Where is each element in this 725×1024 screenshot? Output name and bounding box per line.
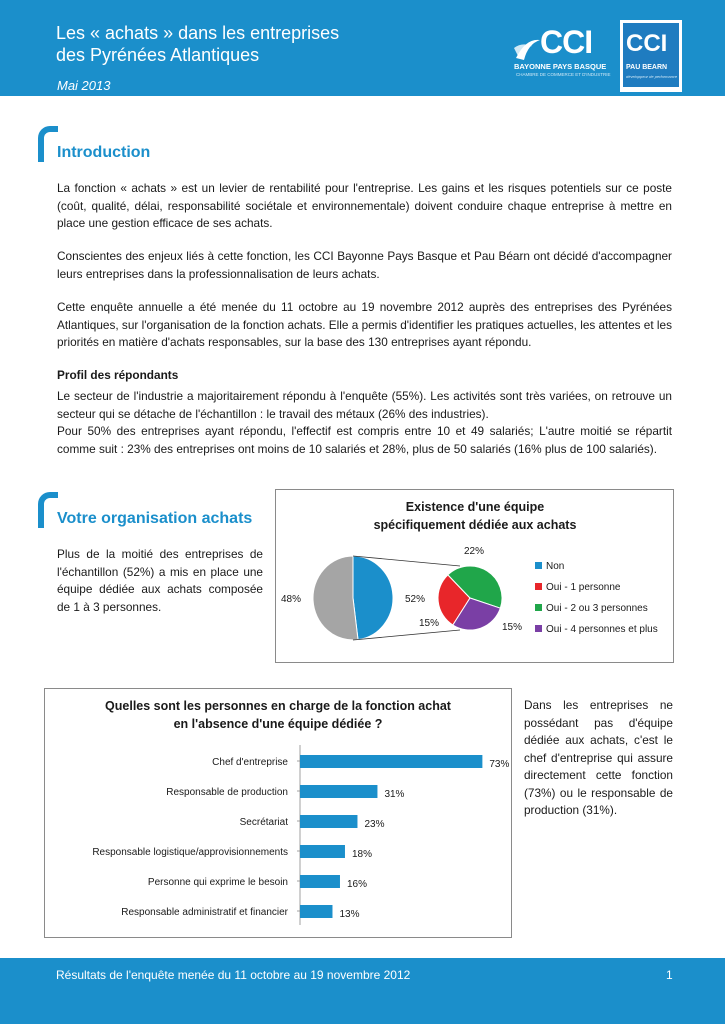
organisation-text: Plus de la moitié des entreprises de l'échantillon (52%) a mis en place une équipe dédiée aux achats composée de 1 à 3 personnes. — [57, 547, 263, 614]
legend-label: Oui - 2 ou 3 personnes — [546, 603, 648, 614]
organisation-title: Votre organisation achats — [57, 510, 253, 527]
bar-value-label: 18% — [351, 849, 372, 860]
bar — [300, 785, 377, 798]
profil-paragraph-1: Le secteur de l'industrie a majoritairement répondu à l'enquête (55%). Les activités sont très variées, on retrouve un secteur qui se détache de l'échantillon : le travail des métaux (26% des industries). — [57, 389, 672, 421]
bar — [300, 755, 482, 768]
section-bracket — [38, 492, 58, 528]
cci-pau-logo — [620, 20, 682, 92]
bar-value-label: 73% — [489, 759, 510, 770]
bar — [300, 905, 332, 918]
document-date: Mai 2013 — [57, 78, 111, 93]
intro-paragraph-3: Cette enquête annuelle a été menée du 11 octobre au 19 novembre 2012 auprès des entreprises des Pyrénées Atlantiques, sur l'organisation de la fonction achats. Elle a permis d'identifier les pratiques actuelles, les attentes et les priorités en matière d'achats responsables, sur la base des 130 entreprises ayant répondu. — [57, 300, 673, 349]
bar-value-label: 23% — [364, 819, 385, 830]
cci-bayonne-logo — [512, 24, 611, 82]
intro-paragraph-1: La fonction « achats » est un levier de rentabilité pour l'entreprise. Les gains et les risques potentiels sur ce poste (coût, qualité, délai, responsabilité sociétale et environnementale) doivent conduire chaque entreprise à mettre en place une gestion efficace de ses achats. — [57, 181, 672, 230]
bar-category-label: Personne qui exprime le besoin — [147, 877, 288, 888]
logo1-caption: CHAMBRE DE COMMERCE ET D'INDUSTRIE — [516, 72, 611, 77]
bar-category-label: Secrétariat — [239, 817, 288, 828]
bar-category-label: Responsable logistique/approvisionnements — [92, 847, 288, 858]
logo1-word: CCI — [540, 24, 593, 60]
bar-value-label: 31% — [384, 789, 405, 800]
legend-swatch — [535, 604, 542, 611]
swirl-icon — [512, 34, 542, 64]
bar-chart-title-line-2: en l'absence d'une équipe dédiée ? — [173, 717, 383, 731]
bar-chart-plot — [45, 689, 511, 937]
document-title — [56, 22, 339, 66]
pie-slice-label: 48% — [280, 594, 302, 605]
pie-slice-2 — [313, 556, 358, 640]
legend-label: Oui - 4 personnes et plus — [546, 624, 658, 635]
footer-text: Résultats de l'enquête menée du 11 octobre au 19 novembre 2012 — [56, 968, 411, 982]
breakdown-slice-label: 22% — [463, 546, 485, 557]
breakdown-slice-label: 15% — [501, 622, 523, 633]
bar-chart — [44, 688, 512, 938]
logo2-word: CCI — [626, 30, 668, 57]
logo2-subtitle: PAU BEARN — [626, 64, 668, 71]
bar — [300, 845, 345, 858]
legend-swatch — [535, 625, 542, 632]
bar-chart-title-line-1: Quelles sont les personnes en charge de la fonction achat — [105, 699, 451, 713]
pie-chart-plot — [276, 490, 673, 662]
legend-swatch — [535, 562, 542, 569]
bar-category-label: Responsable administratif et financier — [121, 907, 288, 918]
pie-slice-label: 52% — [404, 594, 426, 605]
intro-paragraph-2: Conscientes des enjeux liés à cette fonction, les CCI Bayonne Pays Basque et Pau Béarn ont décidé d'accompagner leurs entreprises dans la professionnalisation de leurs achats. — [57, 249, 672, 281]
pie-slice-1 — [353, 556, 393, 640]
logo1-subtitle: BAYONNE PAYS BASQUE — [514, 62, 607, 71]
legend-label: Oui - 1 personne — [546, 582, 621, 593]
bar-category-label: Chef d'entreprise — [212, 757, 288, 768]
intro-title: Introduction — [57, 144, 151, 161]
legend-swatch — [535, 583, 542, 590]
bar-category-label: Responsable de production — [166, 787, 288, 798]
logo2-caption: développeur de performance — [626, 74, 678, 79]
bar-value-label: 16% — [346, 879, 367, 890]
title-line-1: Les « achats » dans les entreprises — [56, 23, 340, 43]
header-banner — [0, 0, 725, 96]
bar-value-label: 13% — [339, 909, 360, 920]
bar — [300, 875, 340, 888]
section-bracket — [38, 126, 58, 162]
footer-banner — [0, 958, 725, 1024]
pie-chart-title-line-1: Existence d'une équipe — [405, 500, 545, 514]
pie-chart — [275, 489, 674, 663]
bar — [300, 815, 357, 828]
legend-label: Non — [546, 561, 565, 572]
profil-heading: Profil des répondants — [57, 368, 179, 382]
page-number: 1 — [666, 968, 673, 982]
title-line-2: des Pyrénées Atlantiques — [56, 45, 260, 65]
profil-paragraph-2: Pour 50% des entreprises ayant répondu, l'effectif est compris entre 10 et 49 salariés; L'autre moitié se répartit comme suit : 23% des entreprises ont moins de 10 salariés et 28%, plus de 50 salariés (16% plus de 100 salariés). — [57, 424, 672, 456]
side-text: Dans les entreprises ne possédant pas d'équipe dédiée aux achats, c'est le chef d'entreprise qui assure directement cette fonction (73%) ou le responsable de production (31%). — [524, 698, 673, 817]
pie-chart-title-line-2: spécifiquement dédiée aux achats — [373, 518, 577, 532]
breakdown-slice-label: 15% — [418, 618, 440, 629]
